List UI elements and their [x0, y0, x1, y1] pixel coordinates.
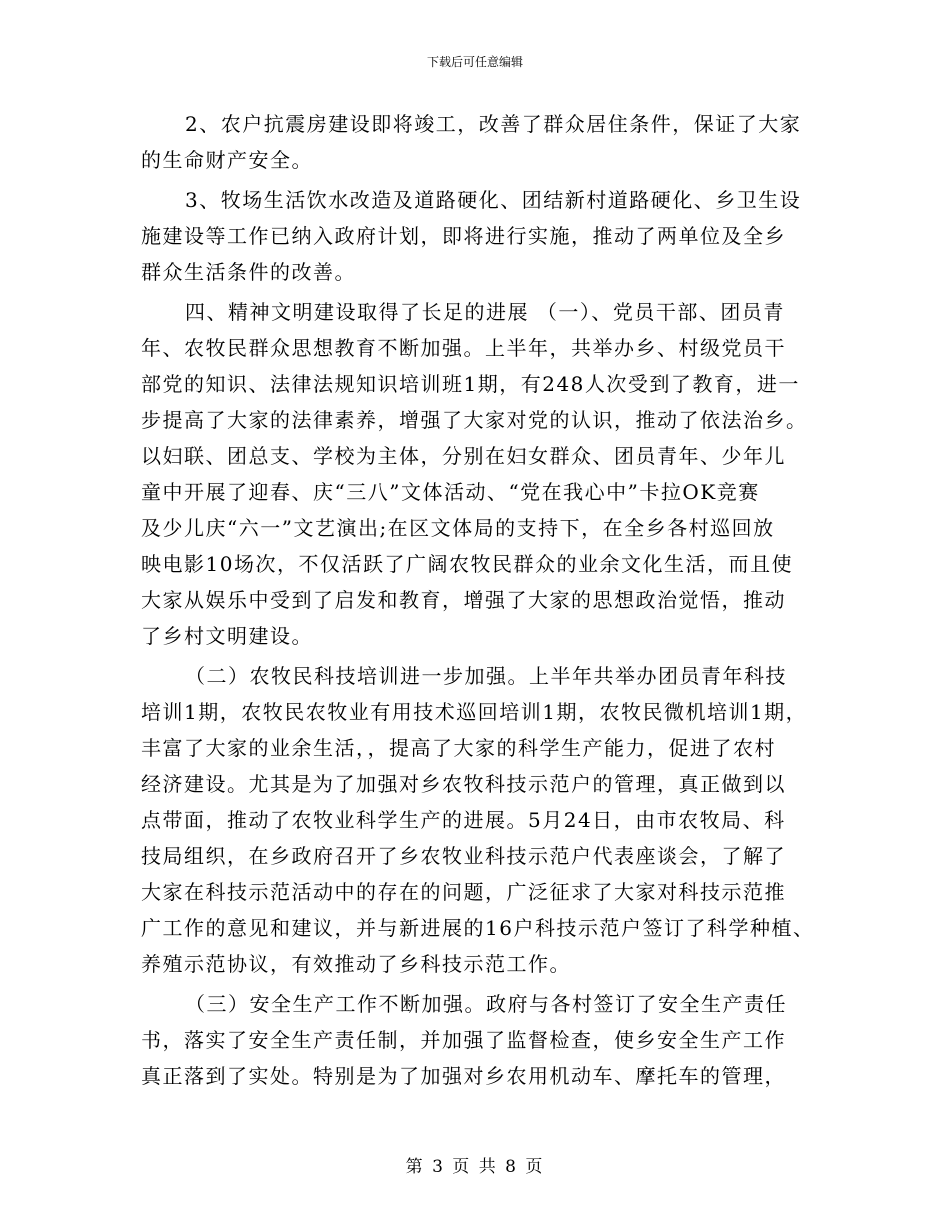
text-line: 真正落到了实处。特别是为了加强对乡农用机动车、摩托车的管理，	[141, 1064, 786, 1088]
text-line: 丰富了大家的业余生活，，提高了大家的科学生产能力，促进了农村	[141, 736, 776, 760]
text-line: 施建设等工作已纳入政府计划，即将进行实施，推动了两单位及全乡	[141, 224, 786, 248]
text-line: 童中开展了迎春、庆“三八”文体活动、“党在我心中”卡拉OK竞赛	[141, 480, 760, 504]
text-line: 的生命财产安全。	[141, 148, 313, 172]
text-line: 映电影10场次，不仅活跃了广阔农牧民群众的业余文化生活，而且使	[141, 552, 793, 576]
text-line: 3、牧场生活饮水改造及道路硬化、团结新村道路硬化、乡卫生设	[185, 188, 802, 212]
text-line: 点带面，推动了农牧业科学生产的进展。5月24日，由市农牧局、科	[141, 808, 786, 832]
text-line: 以妇联、团总支、学校为主体，分别在妇女群众、团员青年、少年儿	[141, 444, 786, 468]
text-line: （二）农牧民科技培训进一步加强。上半年共举办团员青年科技	[185, 664, 787, 688]
page-header: 下载后可任意编辑	[426, 55, 523, 69]
text-line: 了乡村文明建设。	[141, 624, 313, 648]
text-line: 大家在科技示范活动中的存在的问题，广泛征求了大家对科技示范推	[141, 880, 786, 904]
text-line: 群众生活条件的改善。	[141, 260, 356, 284]
text-line: 培训1期，农牧民农牧业有用技术巡回培训1期，农牧民微机培训1期，	[141, 700, 808, 724]
text-line: 书，落实了安全生产责任制，并加强了监督检查，使乡安全生产工作	[141, 1028, 786, 1052]
text-line: 四、精神文明建设取得了长足的进展 （一）、党员干部、团员青	[185, 300, 785, 324]
text-line: 经济建设。尤其是为了加强对乡农牧科技示范户的管理，真正做到以	[141, 772, 786, 796]
text-line: 2、农户抗震房建设即将竣工，改善了群众居住条件，保证了大家	[185, 112, 802, 136]
text-line: 广工作的意见和建议，并与新进展的16户科技示范户签订了科学种植、	[141, 916, 815, 940]
text-line: 大家从娱乐中受到了启发和教育，增强了大家的思想政治觉悟，推动	[141, 588, 786, 612]
text-line: 及少儿庆“六一”文艺演出;在区文体局的支持下，在全乡各村巡回放	[141, 516, 775, 540]
text-line: 技局组织，在乡政府召开了乡农牧业科技示范户代表座谈会，了解了	[141, 844, 786, 868]
page-footer: 第 3 页 共 8 页	[405, 1157, 545, 1177]
text-line: 部党的知识、法律法规知识培训班1期，有248人次受到了教育，进一	[141, 372, 800, 396]
text-line: 步提高了大家的法律素养，增强了大家对党的认识，推动了依法治乡。	[141, 408, 808, 432]
text-line: （三）安全生产工作不断加强。政府与各村签订了安全生产责任	[185, 992, 787, 1016]
text-line: 年、农牧民群众思想教育不断加强。上半年，共举办乡、村级党员干	[141, 336, 786, 360]
text-line: 养殖示范协议，有效推动了乡科技示范工作。	[141, 952, 571, 976]
